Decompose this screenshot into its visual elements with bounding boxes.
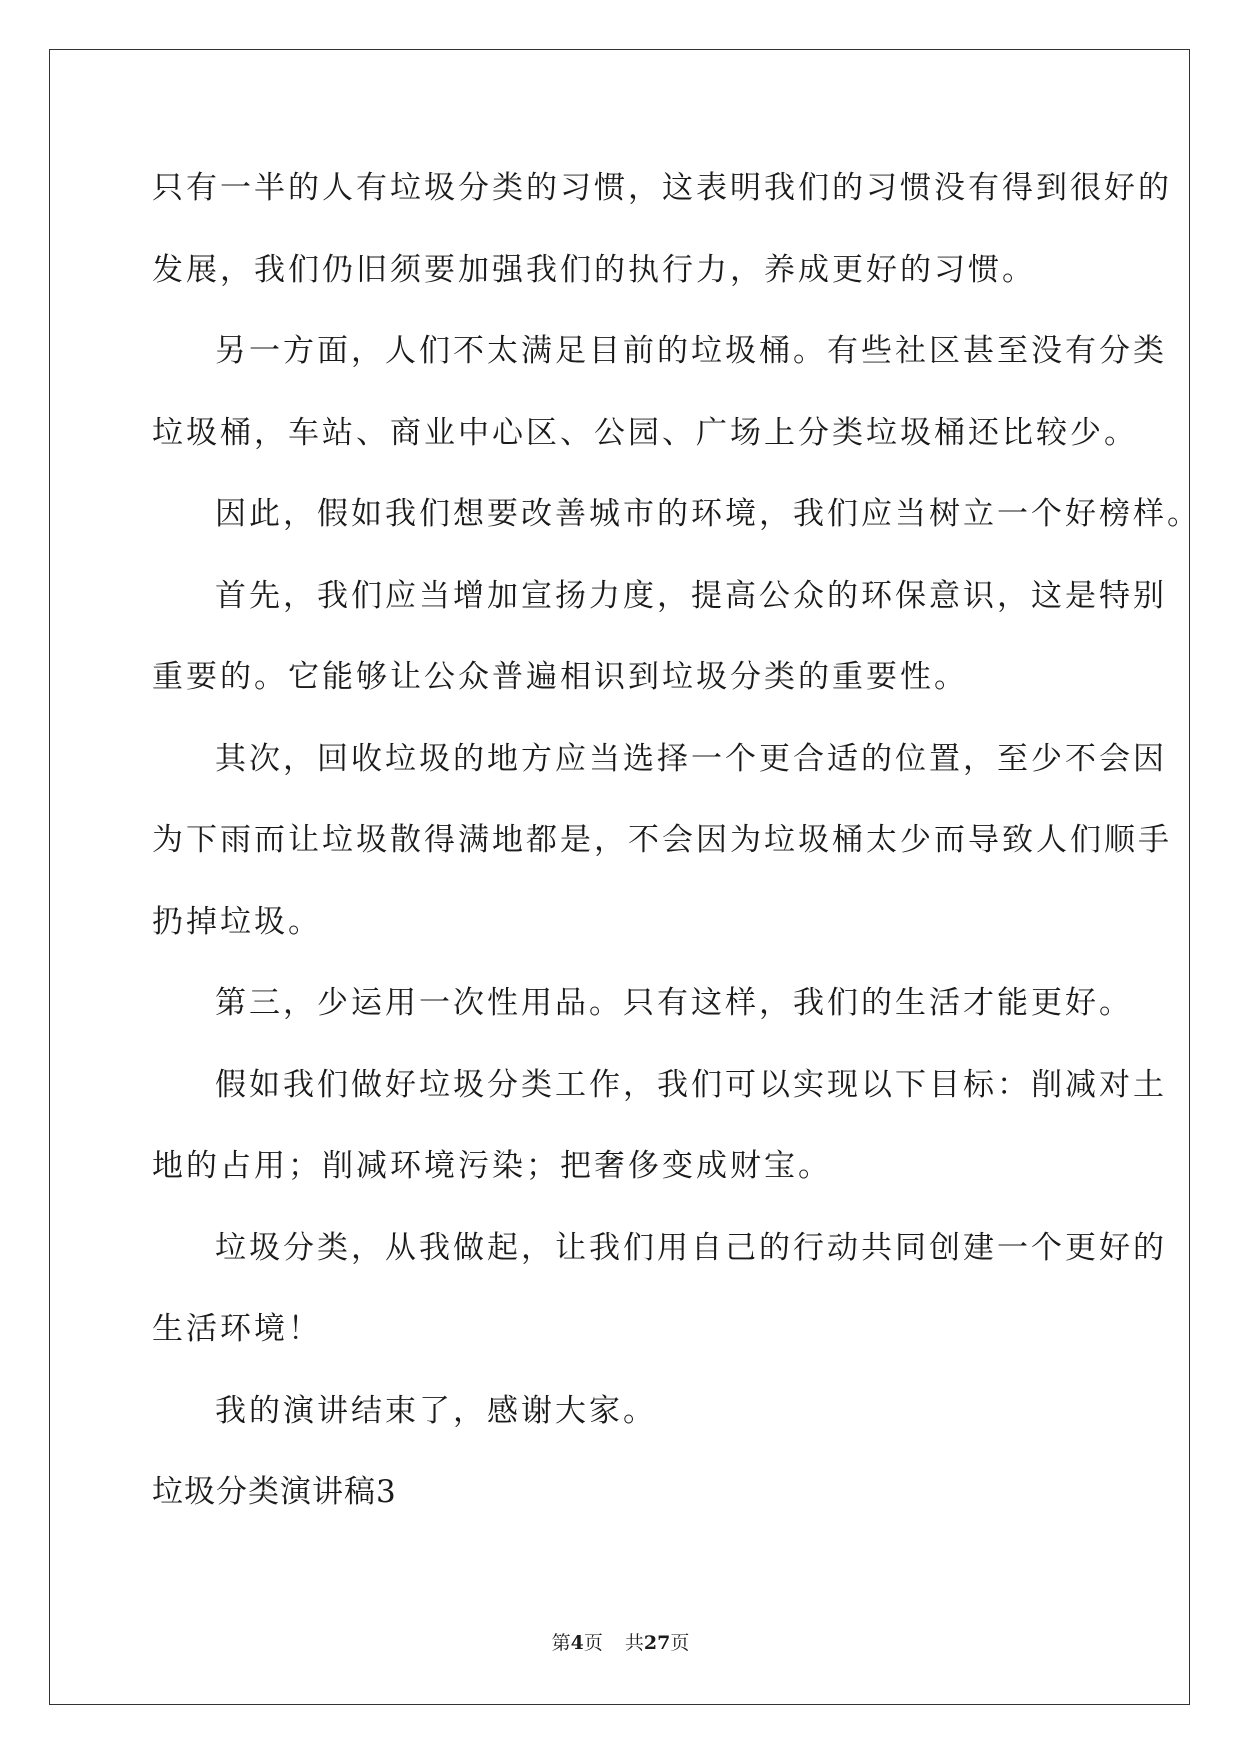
text-line-16: 我的演讲结束了，感谢大家。 bbox=[215, 1392, 657, 1429]
text-line-5: 因此，假如我们想要改善城市的环境，我们应当树立一个好榜样。 bbox=[215, 496, 1201, 532]
total-suffix: 页 bbox=[670, 1632, 690, 1654]
page-number: 4 bbox=[570, 1632, 584, 1654]
text-line-7: 重要的。它能够让公众普遍相识到垃圾分类的重要性。 bbox=[152, 659, 968, 695]
text-line-10: 扔掉垃圾。 bbox=[152, 903, 322, 940]
text-line-13: 地的占用；削减环境污染；把奢侈变成财宝。 bbox=[152, 1148, 832, 1184]
text-line-14: 垃圾分类，从我做起，让我们用自己的行动共同创建一个更好的 bbox=[215, 1229, 1167, 1266]
page-prefix: 第 bbox=[551, 1632, 571, 1654]
text-line-9: 为下雨而让垃圾散得满地都是，不会因为垃圾桶太少而导致人们顺手 bbox=[152, 822, 1172, 858]
text-line-2: 发展，我们仍旧须要加强我们的执行力，养成更好的习惯。 bbox=[152, 251, 1036, 288]
text-line-4: 垃圾桶，车站、商业中心区、公园、广场上分类垃圾桶还比较少。 bbox=[152, 414, 1138, 451]
page-suffix: 页 bbox=[583, 1632, 603, 1654]
text-line-11: 第三，少运用一次性用品。只有这样，我们的生活才能更好。 bbox=[215, 985, 1133, 1021]
section-heading: 垃圾分类演讲稿3 bbox=[152, 1474, 397, 1510]
text-line-6: 首先，我们应当增加宣扬力度，提高公众的环保意识，这是特别 bbox=[215, 577, 1167, 614]
total-pages: 27 bbox=[643, 1632, 671, 1654]
total-prefix: 共 bbox=[624, 1632, 644, 1654]
page-footer bbox=[0, 1628, 1241, 1655]
text-line-3: 另一方面，人们不太满足目前的垃圾桶。有些社区甚至没有分类 bbox=[215, 333, 1167, 369]
text-line-8: 其次，回收垃圾的地方应当选择一个更合适的位置，至少不会因 bbox=[215, 740, 1167, 777]
text-line-12: 假如我们做好垃圾分类工作，我们可以实现以下目标：削减对土 bbox=[215, 1066, 1167, 1103]
text-line-1: 只有一半的人有垃圾分类的习惯，这表明我们的习惯没有得到很好的 bbox=[152, 170, 1172, 206]
text-line-15: 生活环境！ bbox=[152, 1311, 322, 1347]
document-body bbox=[152, 160, 1201, 1546]
